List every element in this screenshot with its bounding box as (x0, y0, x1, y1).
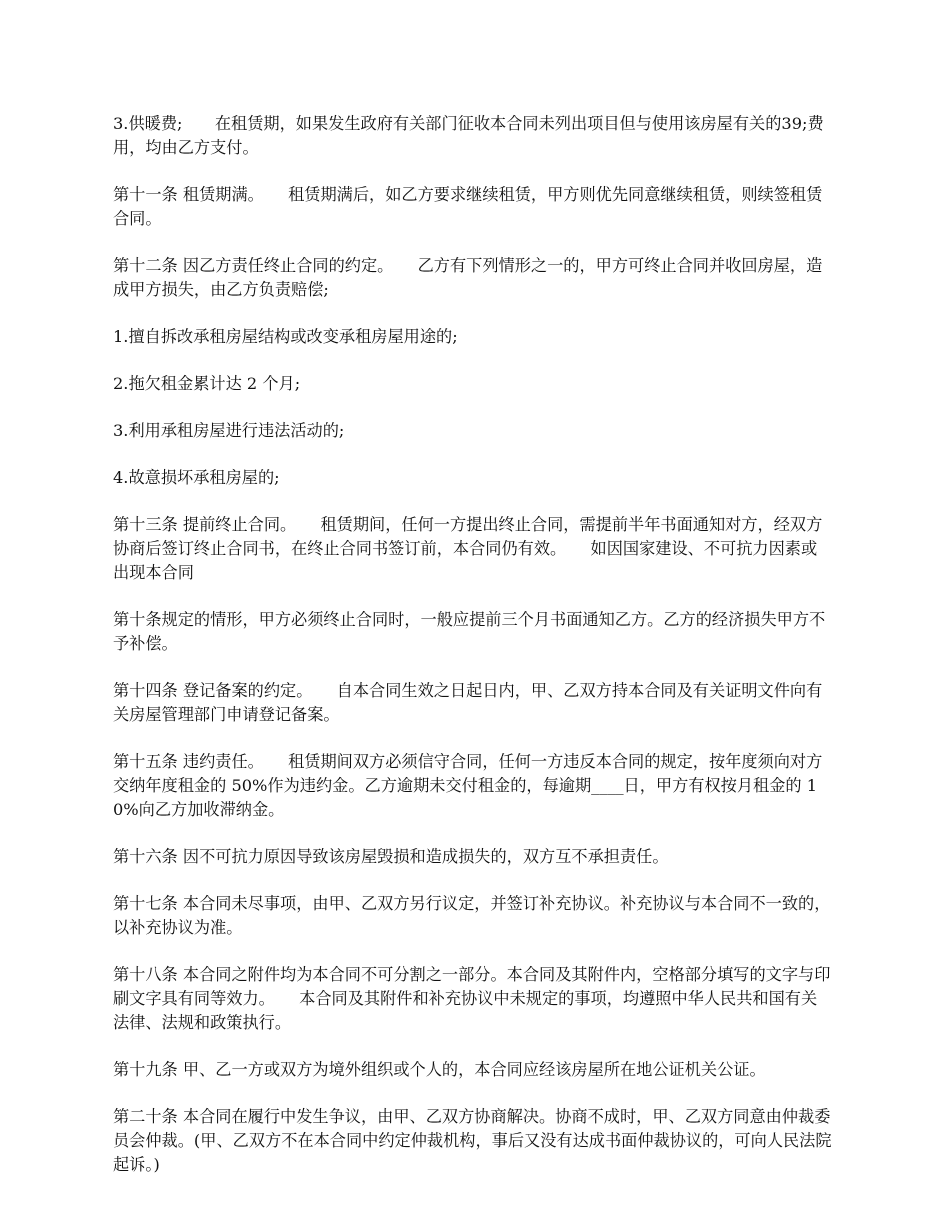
paragraph-article-17: 第十七条 本合同未尽事项，由甲、乙双方另行议定，并签订补充协议。补充协议与本合同不一致的，以补充协议为准。 (113, 894, 831, 937)
paragraph-heating-fee: 3.供暖费; 在租赁期，如果发生政府有关部门征收本合同未列出项目但与使用该房屋有关的39;费用，均由乙方支付。 (113, 114, 824, 157)
paragraph-article-18: 第十八条 本合同之附件均为本合同不可分割之一部分。本合同及其附件内，空格部分填写的文字与印刷文字具有同等效力。 本合同及其附件和补充协议中未规定的事项，均遵照中华人民共和国有关法律、法规和政策执行。 (113, 965, 831, 1032)
paragraph-article-20: 第二十条 本合同在履行中发生争议，由甲、乙双方协商解决。协商不成时，甲、乙双方同意由仲裁委员会仲裁。(甲、乙双方不在本合同中约定仲裁机构，事后又没有达成书面仲裁协议的，可向人民法院起诉。) (113, 1107, 832, 1174)
paragraph-article-11: 第十一条 租赁期满。 租赁期满后，如乙方要求继续租赁，甲方则优先同意继续租赁，则续签租赁合同。 (113, 185, 823, 228)
paragraph-article-12: 第十二条 因乙方责任终止合同的约定。 乙方有下列情形之一的，甲方可终止合同并收回房屋，造成甲方损失，由乙方负责赔偿; (113, 256, 823, 299)
paragraph-article-19: 第十九条 甲、乙一方或双方为境外组织或个人的，本合同应经该房屋所在地公证机关公证。 (113, 1060, 766, 1079)
paragraph-article-13: 第十三条 提前终止合同。 租赁期间，任何一方提出终止合同，需提前半年书面通知对方，经双方协商后签订终止合同书，在终止合同书签订前，本合同仍有效。 如因国家建设、不可抗力因素或出现本合同 (113, 515, 823, 582)
paragraph-article-14: 第十四条 登记备案的约定。 自本合同生效之日起日内，甲、乙双方持本合同及有关证明文件向有关房屋管理部门申请登记备案。 (113, 681, 823, 724)
paragraph-article-16: 第十六条 因不可抗力原因导致该房屋毁损和造成损失的，双方互不承担责任。 (113, 847, 669, 866)
paragraph-clause-4: 4.故意损坏承租房屋的; (113, 468, 280, 487)
paragraph-article-15: 第十五条 违约责任。 租赁期间双方必须信守合同，任何一方违反本合同的规定，按年度须向对方交纳年度租金的 50%作为违约金。乙方逾期未交付租金的，每逾期____日，甲方有权按月租金的 10%向乙方加收滞纳金。 (113, 752, 823, 819)
paragraph-clause-1: 1.擅自拆改承租房屋结构或改变承租房屋用途的; (113, 327, 458, 346)
document-body (113, 112, 833, 1200)
paragraph-clause-3: 3.利用承租房屋进行违法活动的; (113, 421, 345, 440)
paragraph-clause-2: 2.拖欠租金累计达 2 个月; (113, 374, 301, 393)
paragraph-article-13-continued: 第十条规定的情形，甲方必须终止合同时，一般应提前三个月书面通知乙方。乙方的经济损失甲方不予补偿。 (113, 610, 826, 653)
